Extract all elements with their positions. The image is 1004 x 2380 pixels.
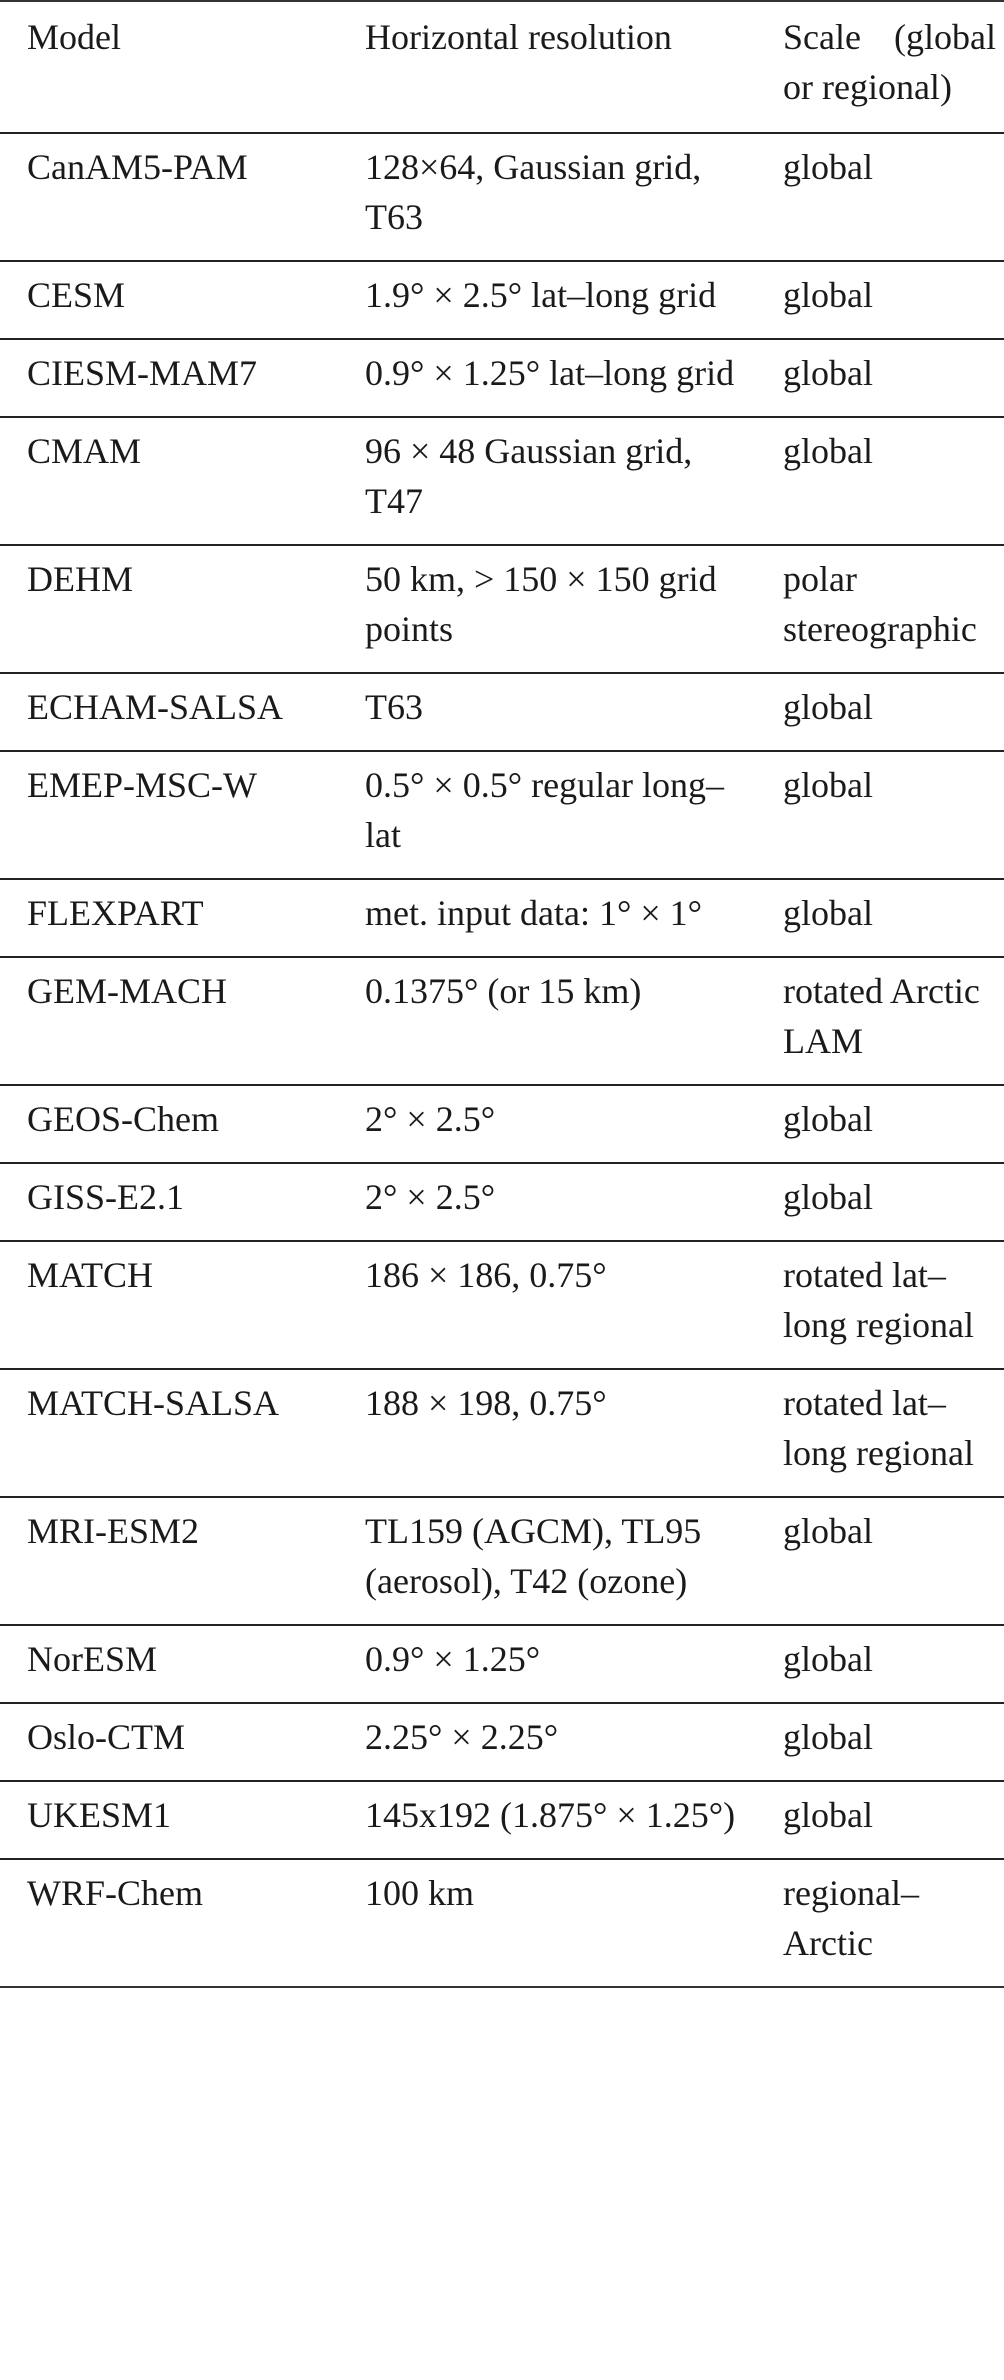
cell-model: GEOS-Chem [27,1099,219,1139]
cell-scale: global [783,275,873,315]
table-row [0,1498,1004,1626]
cell-scale: global [783,893,873,933]
cell-scale: global [783,1511,873,1551]
cell-resolution: 0.9° × 1.25° lat–long grid [365,353,735,393]
header-resolution: Horizontal resolution [365,17,672,57]
cell-model: GEM-MACH [27,971,228,1011]
cell-resolution: 96 × 48 Gaussian grid, T47 [365,431,693,521]
cell-resolution: 145x192 (1.875° × 1.25°) [365,1795,736,1835]
cell-resolution: 0.5° × 0.5° regular long–lat [365,765,725,855]
cell-scale: global [783,1099,873,1139]
table-row [0,1242,1004,1370]
cell-resolution: 188 × 198, 0.75° [365,1383,607,1423]
table-row [0,418,1004,546]
table-row [0,1626,1004,1704]
cell-scale: global [783,765,873,805]
cell-scale: global [783,1177,873,1217]
cell-scale: global [783,147,873,187]
cell-scale: global [783,1639,873,1679]
header-scale: Scale (global or regional) [783,17,996,107]
cell-scale: global [783,353,873,393]
cell-model: MATCH-SALSA [27,1383,280,1423]
cell-scale: rotated lat–long regional [783,1383,974,1473]
cell-model: CIESM-MAM7 [27,353,258,393]
table-row [0,134,1004,262]
header-model: Model [27,17,121,57]
table-row [0,880,1004,958]
table-row [0,340,1004,418]
cell-model: WRF-Chem [27,1873,203,1913]
cell-model: CESM [27,275,126,315]
cell-model: CanAM5-PAM [27,147,248,187]
table-row [0,1704,1004,1782]
table-row [0,1782,1004,1860]
cell-resolution: met. input data: 1° × 1° [365,893,703,933]
cell-resolution: 128×64, Gaussian grid, T63 [365,147,702,237]
table-row [0,752,1004,880]
cell-model: UKESM1 [27,1795,172,1835]
cell-model: DEHM [27,559,133,599]
cell-resolution: 186 × 186, 0.75° [365,1255,607,1295]
cell-resolution: 0.1375° (or 15 km) [365,971,642,1011]
cell-model: MRI-ESM2 [27,1511,200,1551]
cell-scale: rotated lat–long regional [783,1255,974,1345]
table-row [0,546,1004,674]
table-row [0,1164,1004,1242]
cell-model: ECHAM-SALSA [27,687,284,727]
table-row [0,262,1004,340]
cell-model: CMAM [27,431,142,471]
cell-model: EMEP-MSC-W [27,765,258,805]
cell-scale: global [783,1795,873,1835]
table-header-row [0,2,1004,134]
cell-model: NorESM [27,1639,158,1679]
table-row [0,958,1004,1086]
table-row [0,1370,1004,1498]
cell-resolution: 50 km, > 150 × 150 grid points [365,559,717,649]
cell-scale: rotated Arctic LAM [783,971,980,1061]
cell-resolution: 1.9° × 2.5° lat–long grid [365,275,717,315]
cell-resolution: 2.25° × 2.25° [365,1717,559,1757]
cell-model: MATCH [27,1255,154,1295]
cell-scale: global [783,431,873,471]
cell-resolution: T63 [365,687,423,727]
table-row [0,674,1004,752]
cell-model: Oslo-CTM [27,1717,186,1757]
cell-scale: polar stereographic [783,559,977,649]
cell-scale: global [783,687,873,727]
table-row [0,1860,1004,1986]
cell-scale: regional–Arctic [783,1873,919,1963]
cell-model: GISS-E2.1 [27,1177,185,1217]
table-row [0,1086,1004,1164]
cell-resolution: TL159 (AGCM), TL95 (aerosol), T42 (ozone) [365,1511,702,1601]
cell-resolution: 2° × 2.5° [365,1099,496,1139]
cell-resolution: 100 km [365,1873,475,1913]
cell-resolution: 2° × 2.5° [365,1177,496,1217]
cell-model: FLEXPART [27,893,204,933]
cell-resolution: 0.9° × 1.25° [365,1639,541,1679]
cell-scale: global [783,1717,873,1757]
